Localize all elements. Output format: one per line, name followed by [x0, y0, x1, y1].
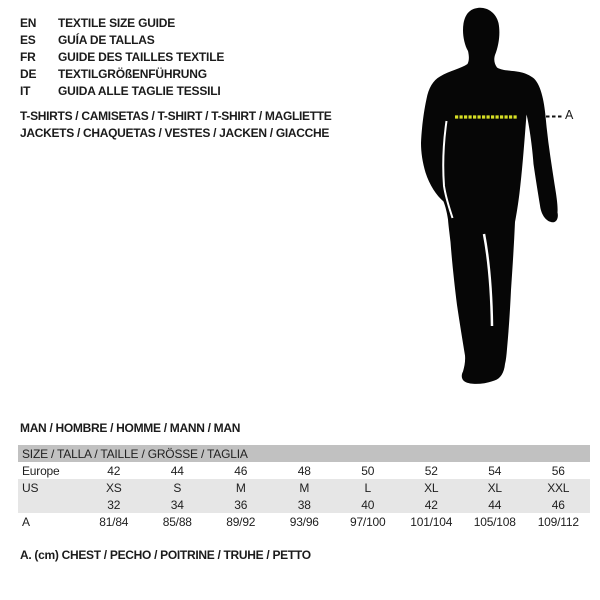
table-cell: 36 [234, 497, 248, 512]
language-title: TEXTILGRÖßENFÜHRUNG [58, 66, 207, 81]
row-label: A [22, 514, 30, 529]
row-label: Europe [22, 463, 60, 478]
table-row-numeric [18, 496, 590, 513]
section-title-man: MAN / HOMBRE / HOMME / MANN / MAN [20, 421, 241, 435]
table-cell: 109/112 [537, 514, 579, 529]
table-cell: 34 [170, 497, 184, 512]
table-cell: 54 [488, 463, 502, 478]
language-code: DE [20, 66, 37, 81]
man-silhouette [421, 8, 558, 384]
table-cell: 38 [297, 497, 311, 512]
table-cell: XL [424, 480, 439, 495]
table-cell: 46 [551, 497, 565, 512]
language-code: EN [20, 15, 37, 30]
table-cell: 85/88 [162, 514, 192, 529]
language-code: FR [20, 49, 36, 64]
language-title: GUIDE DES TAILLES TEXTILE [58, 49, 225, 64]
table-row-us [18, 479, 590, 496]
table-cell: M [299, 480, 310, 495]
category-tshirts: T-SHIRTS / CAMISETAS / T-SHIRT / T-SHIRT / MAGLIETTE [20, 109, 332, 123]
table-cell: XL [487, 480, 502, 495]
size-table [18, 445, 590, 530]
language-code: IT [20, 83, 31, 98]
table-cell: 89/92 [226, 514, 256, 529]
table-cell: 48 [297, 463, 311, 478]
table-cell: L [364, 480, 371, 495]
table-cell: 50 [361, 463, 375, 478]
language-title: GUÍA DE TALLAS [58, 32, 155, 47]
table-cell: 44 [170, 463, 184, 478]
size-table-header: SIZE / TALLA / TAILLE / GRÖSSE / TAGLIA [18, 445, 590, 462]
table-cell: 44 [488, 497, 502, 512]
table-cell: 40 [361, 497, 375, 512]
language-code: ES [20, 32, 36, 47]
table-cell: 46 [234, 463, 248, 478]
measure-label-a: A [565, 108, 574, 122]
measurement-footnote: A. (cm) CHEST / PECHO / POITRINE / TRUHE / PETTO [20, 548, 311, 562]
table-cell: 101/104 [410, 514, 453, 529]
table-cell: 42 [424, 497, 438, 512]
table-cell: 56 [551, 463, 565, 478]
table-cell: 105/108 [473, 514, 516, 529]
table-cell: 93/96 [289, 514, 319, 529]
table-cell: XS [105, 480, 122, 495]
table-cell: 42 [107, 463, 121, 478]
table-cell: 32 [107, 497, 121, 512]
table-row-europe [18, 462, 590, 479]
table-cell: M [235, 480, 246, 495]
table-cell: S [173, 480, 182, 495]
table-cell: 97/100 [349, 514, 386, 529]
language-title: GUIDA ALLE TAGLIE TESSILI [58, 83, 221, 98]
table-cell: XXL [547, 480, 570, 495]
row-label: US [22, 480, 39, 495]
category-jackets: JACKETS / CHAQUETAS / VESTES / JACKEN / GIACCHE [20, 126, 330, 140]
table-cell: 81/84 [99, 514, 129, 529]
table-cell: 52 [424, 463, 438, 478]
language-title: TEXTILE SIZE GUIDE [58, 15, 176, 30]
table-row-chest-a [18, 513, 590, 530]
